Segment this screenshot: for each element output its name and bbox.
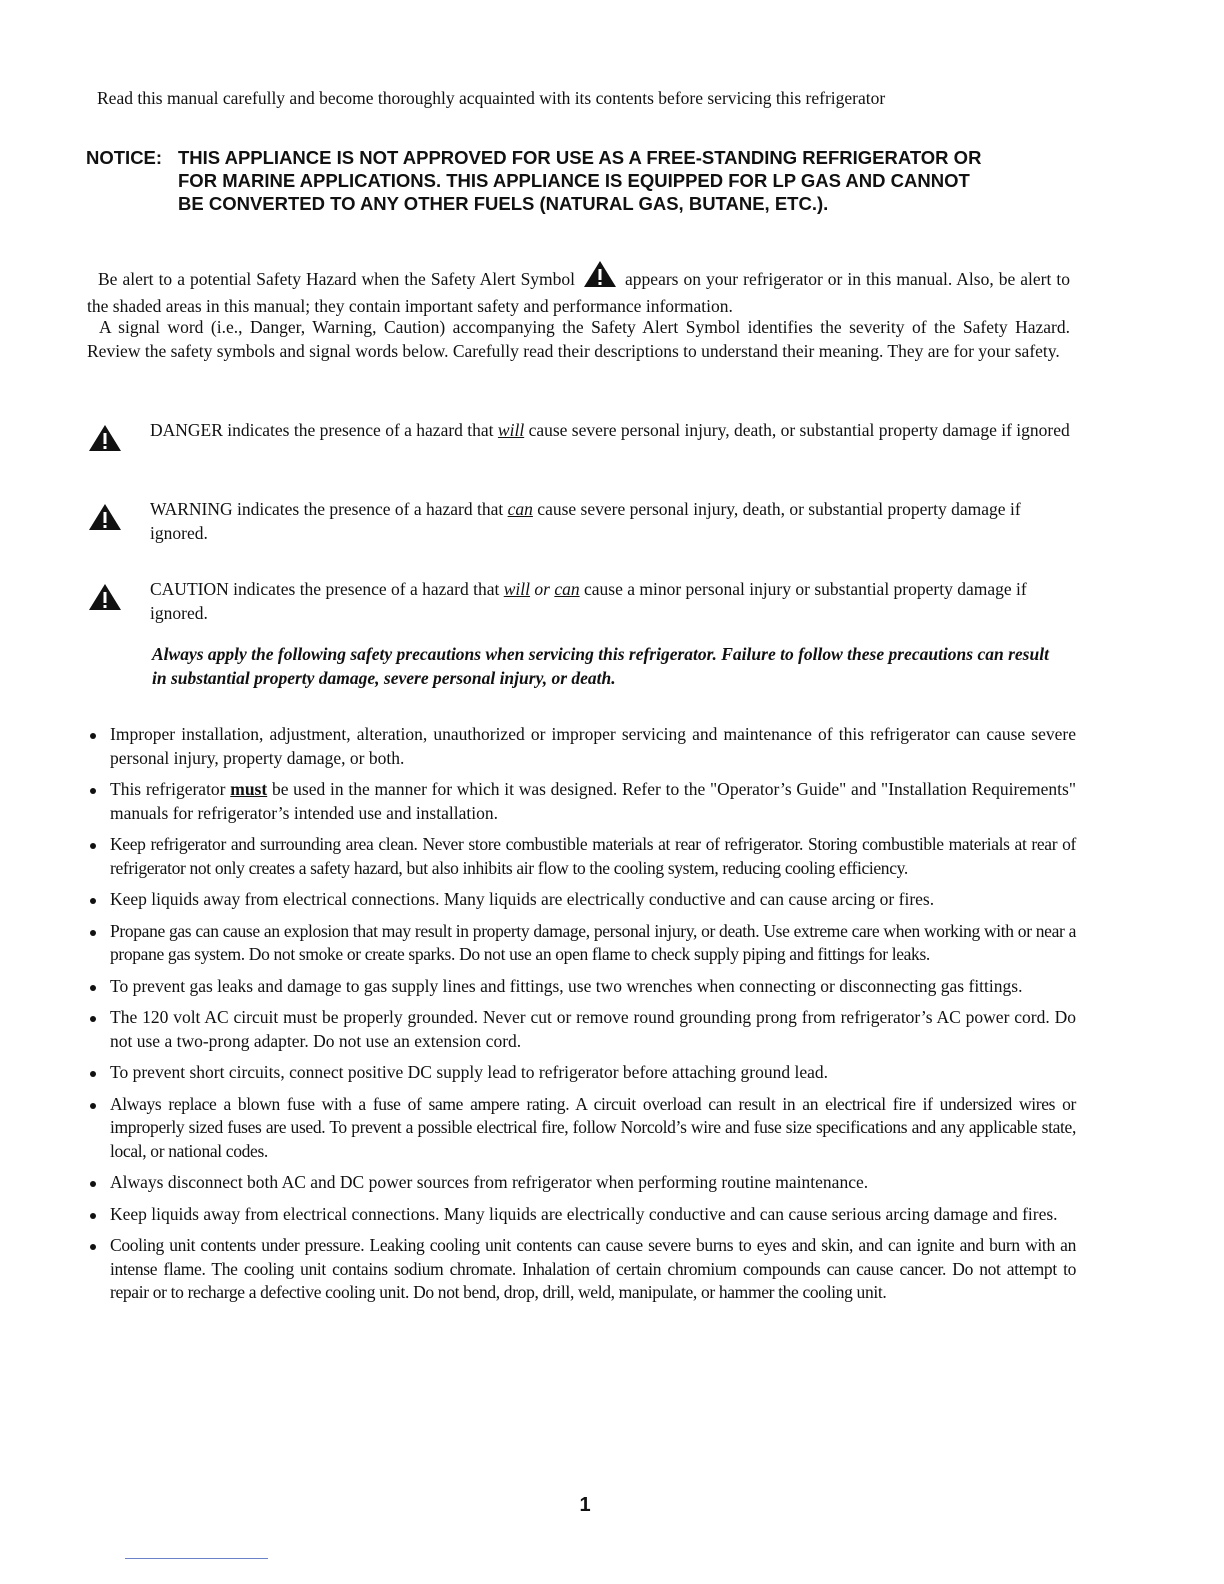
footer-rule — [125, 1558, 268, 1559]
list-item: Keep liquids away from electrical connections. Many liquids are electrically conductive and can cause serious arcing damage and fires. — [86, 1203, 1076, 1227]
caution-text-pre: CAUTION indicates the presence of a hazard that — [150, 579, 500, 599]
list-item: Always disconnect both AC and DC power sources from refrigerator when performing routine maintenance. — [86, 1171, 1076, 1195]
warning-text-pre: WARNING indicates the presence of a hazard that — [150, 499, 504, 519]
list-item: Keep refrigerator and surrounding area clean. Never store combustible materials at rear of refrigerator. Storing combustible materials at rear of refrigerator not only creates a safety hazard, but also inhibits air flow to the cooling system, reducing cooling efficiency. — [86, 833, 1076, 880]
caution-emphasis-2: can — [554, 579, 580, 599]
safety-alert-icon — [583, 260, 617, 294]
page-number: 1 — [579, 1494, 591, 1516]
list-item: To prevent gas leaks and damage to gas supply lines and fittings, use two wrenches when connecting or disconnecting gas fittings. — [86, 975, 1076, 999]
notice-line-2: FOR MARINE APPLICATIONS. THIS APPLIANCE IS EQUIPPED FOR LP GAS AND CANNOT — [178, 170, 970, 191]
notice-line-1: THIS APPLIANCE IS NOT APPROVED FOR USE AS A FREE-STANDING REFRIGERATOR OR — [178, 147, 982, 168]
intro-text: Read this manual carefully and become thoroughly acquainted with its contents before servicing this refrigerator — [97, 88, 886, 108]
danger-text-pre: DANGER indicates the presence of a hazard that — [150, 420, 494, 440]
warning-emphasis: can — [507, 499, 533, 519]
caution-item — [87, 577, 1072, 625]
must-text-post: be used in the manner for which it was designed. Refer to the "Operator’s Guide" and "Installation Requirements" manuals for refrigerator’s intended use and installation. — [110, 779, 1077, 823]
notice-label: NOTICE: — [86, 147, 163, 168]
danger-emphasis: will — [497, 420, 525, 440]
always-apply-precautions: Always apply the following safety precautions when servicing this refrigerator. Failure to follow these precautions can result in substantial property damage, severe personal injury, or death. — [152, 644, 1049, 688]
list-item: Keep liquids away from electrical connections. Many liquids are electrically conductive and can cause arcing or fires. — [86, 888, 1076, 912]
list-item: Propane gas can cause an explosion that may result in property damage, personal injury, or death. Use extreme care when working with or near a propane gas system. Do not smoke or create sparks. Do not use an open flame to check supply piping and fittings for leaks. — [86, 920, 1076, 967]
list-item: The 120 volt AC circuit must be properly grounded. Never cut or remove round grounding prong from refrigerator’s AC power cord. Do not use a two-prong adapter. Do not use an extension cord. — [86, 1006, 1076, 1053]
danger-text-post: cause severe personal injury, death, or substantial property damage if ignored — [528, 420, 1070, 440]
danger-item — [87, 418, 1072, 458]
must-text-pre: This refrigerator — [110, 779, 226, 799]
caution-or: or — [534, 579, 550, 599]
notice-line-3: BE CONVERTED TO ANY OTHER FUELS (NATURAL GAS, BUTANE, ETC.). — [178, 193, 829, 214]
list-item: To prevent short circuits, connect positive DC supply lead to refrigerator before attaching ground lead. — [86, 1061, 1076, 1085]
safety-precautions-list — [86, 723, 1076, 1313]
list-item: Cooling unit contents under pressure. Leaking cooling unit contents can cause severe burns to eyes and skin, and can ignite and burn with an intense flame. The cooling unit contains sodium chromate. Inhalation of certain chromium compounds can cause cancer. Do not attempt to repair or to recharge a defective cooling unit. Do not bend, drop, drill, weld, manipulate, or hammer the cooling unit. — [86, 1234, 1076, 1305]
list-item: Always replace a blown fuse with a fuse of same ampere rating. A circuit overload can result in an electrical fire if undersized wires or improperly sized fuses are used. To prevent a possible electrical fire, follow Norcold’s wire and fuse size specifications and any applicable state, local, or national codes. — [86, 1093, 1076, 1164]
list-item — [86, 778, 1076, 825]
warning-text-post: cause severe personal injury, death, or substantial property damage if ignored. — [150, 499, 1021, 543]
caution-alert-icon — [87, 577, 150, 625]
alert-text-after: appears on your refrigerator or in this manual. Also, be alert to the shaded areas in this manual; they contain important safety and performance information. — [87, 269, 1070, 316]
notice-block — [86, 146, 1146, 215]
must-emphasis: must — [230, 779, 268, 799]
caution-emphasis-1: will — [503, 579, 531, 599]
safety-alert-paragraph — [87, 260, 1070, 318]
alert-text-before: Be alert to a potential Safety Hazard when the Safety Alert Symbol — [98, 269, 576, 289]
signal-word-paragraph: A signal word (i.e., Danger, Warning, Caution) accompanying the Safety Alert Symbol identifies the severity of the Safety Hazard. Review the safety symbols and signal words below. Carefully read their descriptions to understand their meaning. They are for your safety. — [87, 317, 1070, 361]
list-item: Improper installation, adjustment, alteration, unauthorized or improper servicing and maintenance of this refrigerator can cause severe personal injury, property damage, or both. — [86, 723, 1076, 770]
danger-alert-icon — [87, 418, 150, 458]
warning-alert-icon — [87, 497, 150, 545]
caution-text-post: cause a minor personal injury or substantial property damage if ignored. — [150, 579, 1027, 623]
warning-item — [87, 497, 1072, 545]
